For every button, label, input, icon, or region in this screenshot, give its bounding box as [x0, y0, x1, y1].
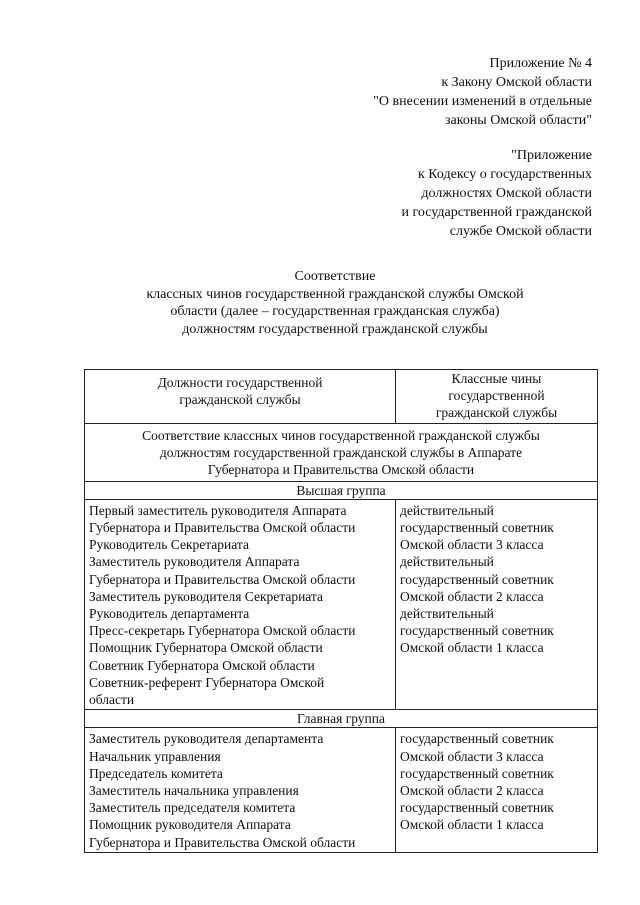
- document-title: [100, 268, 570, 338]
- position-line: Руководитель Секретариата: [89, 537, 249, 553]
- position-line: Заместитель руководителя Секретариата: [89, 588, 323, 604]
- annex-header-line: законы Омской области": [444, 113, 592, 128]
- header-line: гражданской службы: [179, 392, 301, 408]
- document-title-line: Соответствие: [294, 269, 376, 284]
- ranks-cell: [396, 728, 598, 852]
- annex-sub-header: [272, 146, 592, 241]
- rank-line: Омской области 1 класса: [400, 817, 544, 833]
- rank-line: Омской области 1 класса: [400, 640, 544, 656]
- document-title-line: классных чинов государственной гражданской службы Омской: [146, 286, 524, 302]
- position-line: Первый заместитель руководителя Аппарата: [89, 502, 347, 518]
- position-line: Губернатора и Правительства Омской области: [89, 571, 356, 587]
- ranks-cell: [396, 499, 598, 709]
- section-title-line: Соответствие классных чинов государственной гражданской службы: [142, 428, 540, 443]
- section-title: [85, 424, 598, 482]
- annex-sub-header-line: к Кодексу о государственных: [417, 167, 592, 182]
- position-line: Заместитель руководителя Аппарата: [89, 554, 300, 570]
- header-line: государственной: [448, 388, 545, 404]
- rank-line: действительный: [400, 606, 494, 622]
- rank-line: действительный: [400, 554, 494, 570]
- position-line: Пресс-секретарь Губернатора Омской области: [89, 623, 356, 639]
- position-line: Советник-референт Губернатора Омской: [89, 674, 325, 690]
- ranks-column-header: [396, 370, 598, 424]
- annex-sub-header-line: и государственной гражданской: [401, 205, 592, 220]
- position-line: Руководитель департамента: [89, 606, 250, 622]
- rank-line: государственный советник: [400, 623, 554, 639]
- annex-header-line: "О внесении изменений в отдельные: [373, 94, 592, 109]
- group-title-higher: Высшая группа: [85, 481, 598, 499]
- document-title-line: должностям государственной гражданской службы: [182, 321, 488, 337]
- position-line: Заместитель руководителя департамента: [89, 731, 324, 747]
- header-line: гражданской службы: [435, 405, 558, 421]
- rank-line: Омской области 2 класса: [400, 588, 544, 604]
- annex-sub-header-line: должностях Омской области: [421, 186, 592, 201]
- group-title-main: Главная группа: [85, 710, 598, 728]
- rank-line: государственный советник: [400, 765, 554, 781]
- positions-cell: [85, 499, 396, 709]
- group-title-row: [85, 710, 598, 728]
- document-title-line: области (далее – государственная гражданская служба): [170, 304, 500, 319]
- annex-sub-header-line: "Приложение: [511, 148, 592, 163]
- section-title-row: [85, 424, 598, 482]
- rank-line: государственный советник: [400, 731, 554, 747]
- rank-line: Омской области 3 класса: [400, 748, 544, 764]
- annex-header: [272, 54, 592, 130]
- table-row: [85, 499, 598, 709]
- rank-line: действительный: [400, 502, 494, 518]
- position-line: Губернатора и Правительства Омской области: [89, 520, 356, 536]
- position-line: Председатель комитета: [89, 765, 223, 781]
- position-line: Советник Губернатора Омской области: [89, 657, 315, 673]
- rank-line: государственный советник: [400, 520, 554, 536]
- ranks-table: [84, 369, 598, 853]
- position-line: области: [89, 692, 135, 708]
- table-row: [85, 728, 598, 852]
- position-line: Помощник Губернатора Омской области: [89, 640, 323, 656]
- annex-sub-header-line: службе Омской области: [449, 224, 592, 239]
- header-line: Классные чины: [451, 371, 542, 386]
- position-line: Губернатора и Правительства Омской области: [89, 834, 356, 850]
- position-line: Заместитель председателя комитета: [89, 800, 296, 816]
- section-title-line: должностям государственной гражданской службы в Аппарате: [159, 445, 523, 461]
- rank-line: государственный советник: [400, 800, 554, 816]
- position-line: Начальник управления: [89, 748, 221, 764]
- header-line: Должности государственной: [157, 375, 323, 390]
- position-line: Помощник руководителя Аппарата: [89, 817, 291, 833]
- rank-line: государственный советник: [400, 571, 554, 587]
- annex-header-line: Приложение № 4: [489, 56, 592, 71]
- table-header-row: [85, 370, 598, 424]
- annex-header-line: к Закону Омской области: [441, 75, 592, 90]
- positions-column-header: [85, 370, 396, 424]
- rank-line: Омской области 2 класса: [400, 783, 544, 799]
- group-title-row: [85, 481, 598, 499]
- position-line: Заместитель начальника управления: [89, 783, 299, 799]
- rank-line: Омской области 3 класса: [400, 537, 544, 553]
- section-title-line: Губернатора и Правительства Омской области: [207, 462, 475, 478]
- positions-cell: [85, 728, 396, 852]
